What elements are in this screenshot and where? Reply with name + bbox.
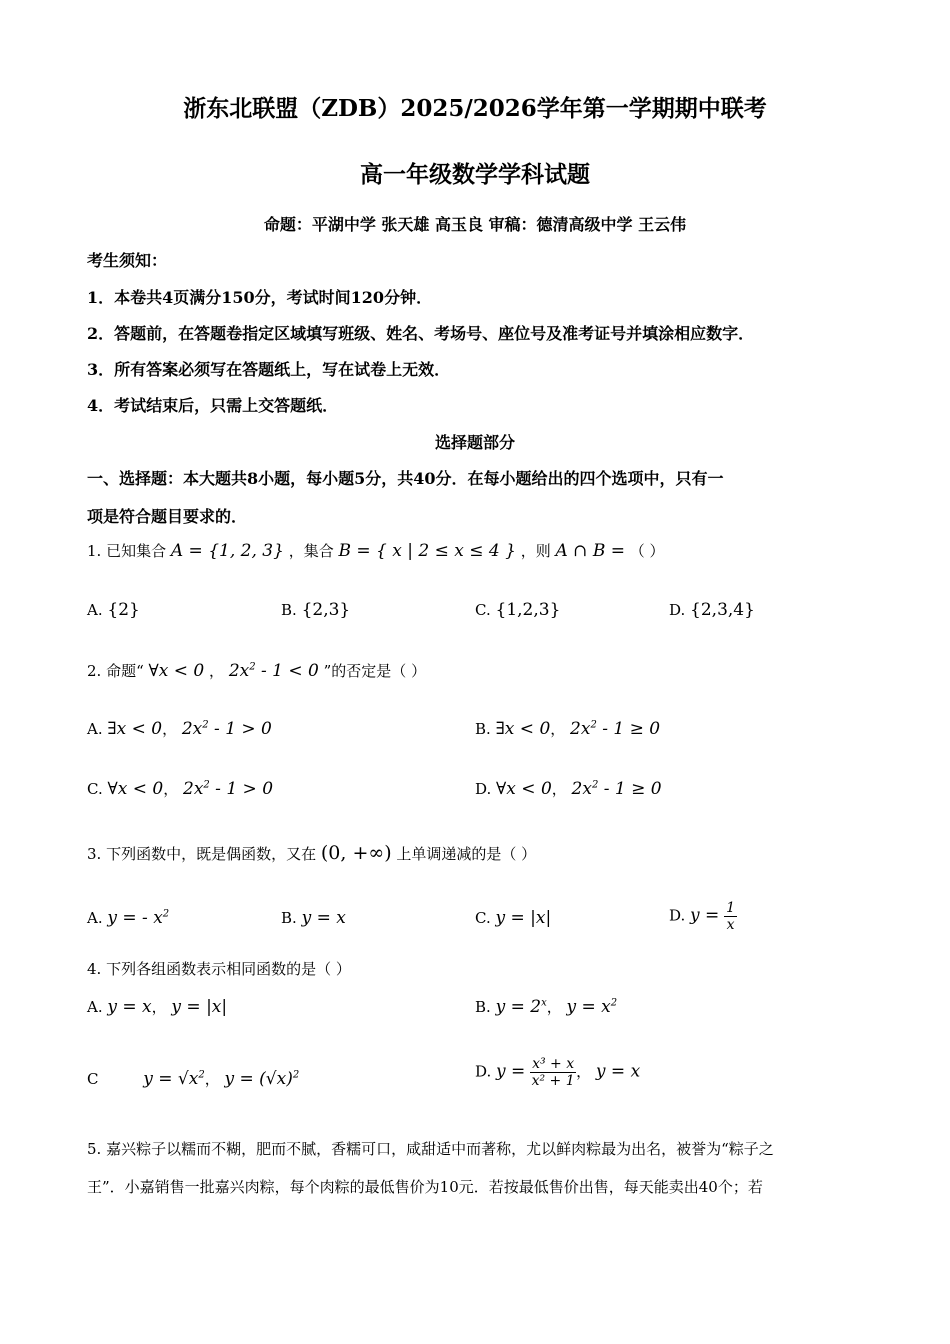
question-1-stem [87,540,665,561]
q4d-den: x² + 1 [531,1073,575,1089]
q1-text-d: （ ） [629,542,665,560]
q3-option-d-math: y = [690,905,720,926]
q2-option-c: C. ∀x < 0， $2x^2 - 1 > 0$ [87,779,274,799]
q4-option-a-m1: y = x [107,997,152,1017]
q3-option-b [281,908,346,928]
q4-option-a-m2: y = |x| [171,997,228,1017]
q2-option-b-m2 [570,719,660,739]
q4-option-b: B. $y = 2^x$， $y = x^2$ [475,997,618,1017]
q4-option-c-label: C [87,1070,99,1088]
q2d-m2b: 2 [591,779,599,791]
q2c-m2a: 2x [183,779,204,799]
exam-title: 浙东北联盟（ZDB）2025/2026学年第一学期期中联考 [183,95,767,122]
q2d-m2a: 2x [571,779,592,799]
q4c-m2a: y = (√x) [224,1069,293,1089]
q2-math-c: - 1 < 0 [255,661,319,681]
q3-math-interval: (0, +∞) [320,842,392,864]
q4-option-b-label: B. [475,998,491,1016]
exam-subtitle: 高一年级数学学科试题 [360,161,590,188]
q2-math-inequality [229,661,319,681]
q2a-m2b: 2 [202,719,209,731]
q1-text-b: ，集合 [288,542,334,560]
q5-line-1: 5. 嘉兴粽子以糯而不糊，肥而不腻，香糯可口，咸甜适中而著称，尤以鲜肉粽最为出名，被誉为“粽子之 [87,1140,774,1158]
q4c-m1a: y = √x [143,1069,199,1089]
q4-option-c: C $y = √x^2$， $y = (√x)^2$ [87,1069,300,1089]
q1-math-set-a: A = {1, 2, 3} [170,541,284,561]
q2-math-a: 2x [228,661,250,681]
q2-option-c-label: C. [87,780,103,798]
q2b-m2c: - 1 ≥ 0 [596,719,661,739]
notice-item-1: 1．本卷共4页满分150分，考试时间120分钟． [87,288,433,307]
q1-option-a-label: A. [87,601,103,619]
q4-option-b-m1 [496,997,547,1017]
q3-option-c-label: C. [475,909,491,927]
notice-item-4: 4．考试结束后，只需上交答题纸． [87,396,339,415]
q2-option-a-label: A. [87,720,103,738]
q2a-m2c: - 1 > 0 [208,719,272,739]
notice-item-2: 2．答题前，在答题卷指定区域填写班级、姓名、考场号、座位号及准考证号并填涂相应数字． [87,324,755,343]
q3-option-a [87,908,169,928]
q4b-m2a: y = x [566,997,611,1017]
notice-heading: 考生须知： [87,251,168,270]
q3-option-a-label: A. [87,909,103,927]
q4-option-d-m2: y = x [595,1061,641,1082]
q2-option-d: D. ∀x < 0， $2x^2 - 1 \ge 0$ [475,779,662,799]
q1-option-d-label: D. [669,601,686,619]
q3d-num: 1 [726,900,736,916]
q4-option-d-fraction [530,1056,576,1089]
q2b-m2a: 2x [570,719,591,739]
q2-option-c-m2 [183,779,273,799]
q3-option-d-label: D. [669,906,686,925]
q3-option-c [475,908,551,928]
authors-line: 命题：平湖中学 张天雄 高玉良 审稿：德清高级中学 王云伟 [263,215,687,234]
q1-option-a-math: {2} [107,600,140,620]
q2-option-d-m1: ∀x < 0 [496,779,552,799]
q4-option-d: D. y = $\frac{\text{x³ + x}}{\text{x² + 1}}$ ， y = x [475,1056,641,1089]
q4c-m2b: 2 [292,1069,300,1081]
q3a-sup: 2 [162,908,170,920]
question-5-stem [87,1130,867,1206]
q2a-m2a: 2x [181,719,203,739]
q2-text-a: 2. 命题“ [87,662,144,680]
q1-option-b-label: B. [281,601,297,619]
q1-math-set-b: B = { x | 2 ≤ x ≤ 4 } [338,541,516,561]
q2-option-d-m2 [572,779,662,799]
section-name: 选择题部分 [434,433,515,452]
q2-text-b: ”的否定是（ ） [323,662,427,680]
q2d-m2c: - 1 ≥ 0 [598,779,662,799]
q1-option-c-math: {1,2,3} [495,600,561,620]
q5-line-2: 王”．小嘉销售一批嘉兴肉粽，每个肉粽的最低售价为10元．若按最低售价出售，每天能卖出40个；若 [87,1178,763,1196]
q2-option-b-label: B. [475,720,491,738]
q3-text-a: 3. 下列函数中，既是偶函数，又在 [87,845,317,863]
q2-option-b: B. ∃x < 0， $2x^2 - 1 \ge 0$ [475,719,661,739]
q3-option-b-label: B. [281,909,297,927]
question-2-stem [87,660,426,681]
q2-option-d-label: D. [475,780,492,798]
q2c-m2b: 2 [203,779,210,791]
q3-option-d-fraction [724,900,737,933]
q1-option-b [281,600,350,620]
q4-option-a-label: A. [87,998,103,1016]
q1-option-c [475,600,560,620]
q4-option-c-m1 [143,1069,204,1089]
q1-math-intersection: A ∩ B = [555,541,625,561]
q2-option-a-m2 [182,719,272,739]
q2-option-a-m1: ∃x < 0 [107,719,163,739]
q4b-m1b: x [541,997,547,1009]
q4-option-c-m2 [225,1069,300,1089]
q4-option-d-label: D. [475,1062,492,1081]
q2c-m2c: - 1 > 0 [209,779,274,799]
q4d-num: x³ + x [532,1056,575,1072]
q3-option-c-math: y = |x| [495,908,552,928]
q3-text-b: 上单调递减的是（ ） [396,845,537,863]
q1-option-c-label: C. [475,601,491,619]
q4-option-a: A. y = x， y = |x| [87,997,228,1017]
q4-option-d-lhs: y = [496,1061,526,1082]
q1-text-a: 1. 已知集合 [87,542,167,560]
question-3-stem [87,842,536,864]
q4-option-b-m2 [566,997,617,1017]
q2-math-quantifier: ∀x < 0 [148,661,205,681]
q3d-den: x [726,917,735,933]
q1-text-c: ，则 [520,542,551,560]
q1-option-d-math: {2,3,4} [690,600,755,620]
q2-sep: ， [209,662,225,680]
notice-item-3: 3．所有答案必须写在答题纸上，写在试卷上无效． [87,360,451,379]
q1-option-a [87,600,140,620]
q2-option-b-m1: ∃x < 0 [495,719,551,739]
q3a-math: y = - x [107,908,163,928]
q4b-m1a: y = 2 [495,997,542,1017]
q1-option-b-math: {2,3} [301,600,351,620]
q2-math-exp: 2 [249,661,256,673]
q4b-m2b: 2 [610,997,618,1009]
q2-option-c-m1: ∀x < 0 [107,779,164,799]
section-intro-line-2: 项是符合题目要求的． [87,507,248,526]
q1-option-d [669,600,755,620]
q3-option-a-math [107,908,169,928]
q2b-m2b: 2 [590,719,597,731]
section-intro-line-1: 一、选择题：本大题共8小题，每小题5分，共40分．在每小题给出的四个选项中，只有一 [87,469,724,488]
q2-option-a: A. ∃x < 0， $2x^2 - 1 > 0$ [87,719,272,739]
question-4-stem: 4. 下列各组函数表示相同函数的是（ ） [87,960,351,978]
q4c-m1b: 2 [198,1069,205,1081]
q3-option-b-math: y = x [301,908,346,928]
q3-option-d [669,900,737,933]
